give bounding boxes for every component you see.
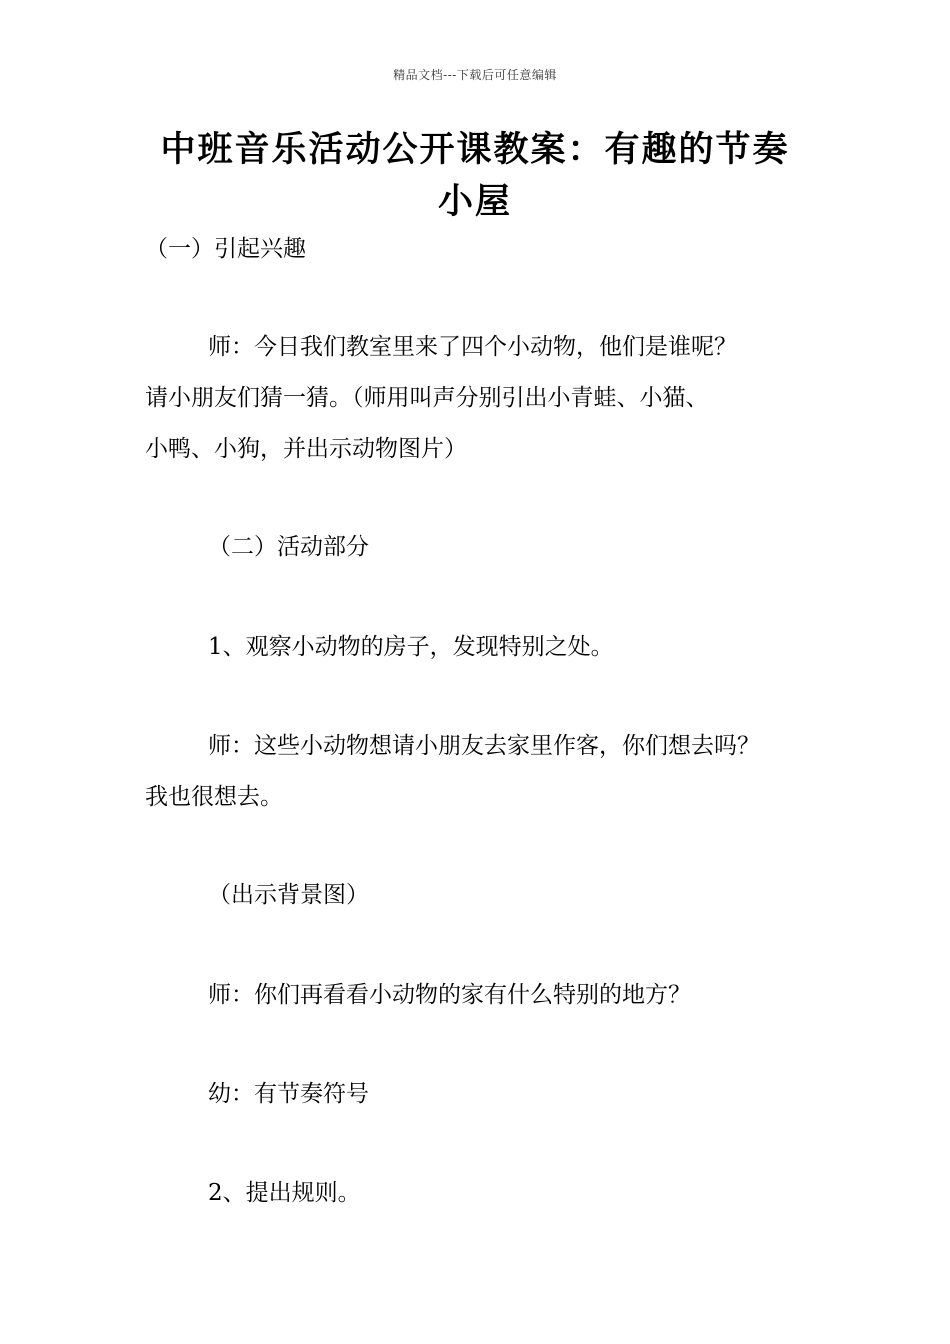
title-line-1: 中班音乐活动公开课教案：有趣的节奏 <box>160 130 790 170</box>
paragraph-2-line-2: 我也很想去。 <box>145 784 283 810</box>
step-1: 1、观察小动物的房子，发现特别之处。 <box>208 634 614 660</box>
paragraph-1-line-1: 师：今日我们教室里来了四个小动物，他们是谁呢？ <box>208 334 737 360</box>
step-2: 2、提出规则。 <box>208 1180 361 1206</box>
page-header: 精品文档---下载后可任意编辑 <box>393 68 557 82</box>
document-title <box>120 124 830 228</box>
paragraph-4: 师：你们再看看小动物的家有什么特别的地方？ <box>208 982 691 1008</box>
paragraph-3: （出示背景图） <box>208 882 369 908</box>
paragraph-2-line-1: 师：这些小动物想请小朋友去家里作客，你们想去吗？ <box>208 733 760 759</box>
paragraph-1-line-3: 小鸭、小狗，并出示动物图片） <box>145 436 467 462</box>
title-line-2: 小屋 <box>437 182 512 222</box>
section-heading-2: （二）活动部分 <box>208 534 369 560</box>
section-heading-1: （一）引起兴趣 <box>145 236 306 262</box>
paragraph-5: 幼：有节奏符号 <box>208 1081 369 1107</box>
paragraph-1-line-2: 请小朋友们猜一猜。（师用叫声分别引出小青蛙、小猫、 <box>145 385 709 411</box>
